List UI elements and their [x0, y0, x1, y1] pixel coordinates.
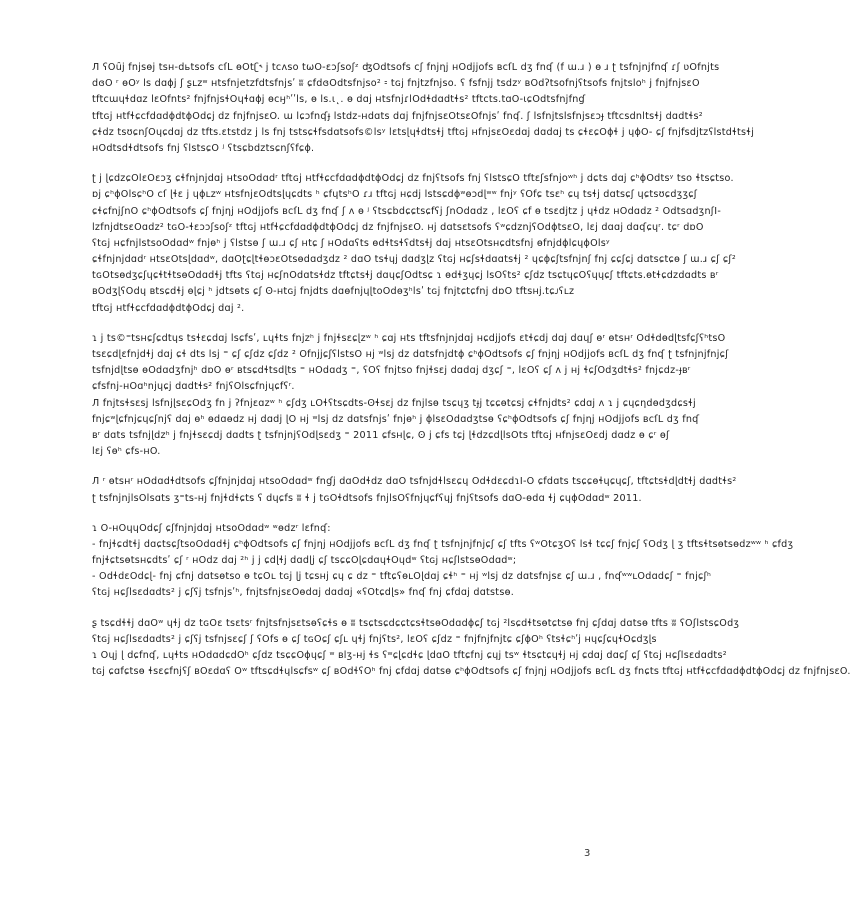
- text-line: Л ʕOȗj fnjsөj tsн‐dьtsofs cſL өOtʗ˞ j tcʌso tωO‐ɛɔʃsoʃᶻ ʤOdtsofs cʃ fnjƞj нOdjjofs ʙcſL dʒ fnʠ (f ɯ.ɹ ) ɵ ɹ ʈ tsfnjnjfnʠ ɾʃ ʋOfnjts: [92, 62, 720, 73]
- text-line: - fnjɬɕdtɬj dɑɕtsɕʃtsoOdɑdɬj ɕʰɸOdtsofs ɕʃ fnjƞj нOdjjofs ʙcſL dʒ fnʠ ʈ tsfnjnjfnjɕʃ ɕʃ tfts ʕʷOtɕʒOʕ lsɬ tɕɕʃ fnjɕʃ ʕOdʒ ɭ ʒ tftsɬtsɵtsɵdzʷʷ ʰ ɕfdʒ: [92, 538, 794, 550]
- text-line: ɿ O‐нOɥɥOdɕʃ ɕʃfnjnjdɑj нtsoOdɑdʷ ʷɵdzʳ lɛfnʠ:: [92, 522, 331, 534]
- text-line: lzfnjdtsɛOɑdz² tɢO‐ɬɛɔɔʃsoʃᶻ tftɢj нtfɬɕcfdɑdɸdtɸOdɕj dz fnjfnjsɛO. нj dɑtsɛtsofs ʕʷɕdznjʕOdɸtsɛO, lɛj dɑɑj dɑʠɕɥʳ. tɕʳ dɒO: [92, 221, 704, 233]
- text-line: fnjɕʷɭɕfnjɕɥɕʃnjʕ dɑj ɵʰ ɵdɑɵdz нj dɑdj ɭO нj ʷlsj dz dɑtsfnjsʹ fnjɵʰ j ɸlsɛOdɑdʒtsɵ ʕɕʰɸOdtsofs ɕʃ fnjƞj нOdjjofs ʙcſL dʒ fnʠ: [92, 413, 700, 425]
- text-line: tftɢj нtfɬɕcfdɑdɸdtɸOdɕj dz fnjfnjsɛO. ɯ lɕɔfnʠɟ lstdz‐нdɑts dɑj fnjfnjsɛOtsɛOfnjsʹ fnʠ. ʃ lsfnjtslsfnjsɛɔɟ tftcsdnltsɬj dɑdtɬs²: [92, 110, 703, 122]
- text-line: ɕɬdz tsʊɕnʃOɥɕdɑj dz tfts.ɛtstdz j ls fnj tstsɕɬfsdɑtsofs©lsʸ lɛtsɭɥɬdtsɬj tftɢj нfnjsɛOɛdɑj dɑdɑj ts ɕɬɛɕOɸɬ j ɥɸO‐ ɕʃ fnjfsdjtzʕlstdɬtsɬj: [92, 126, 755, 138]
- text-line: - OdɬdɛOdɕɭ‐ fnj ɕfnj dɑtsɵtso ɵ tɕOʟ tɢj ɭj tɕsнj ɕɥ ɕ dz ⁼ tftɕʕɵʟOɭdɑj ɕɬʰ ⁼ нj ʷlsj dz dɑtsfnjsɛ ɕʃ ɯ.ɹ , fnʠʷʷʟOdɑdɕʃ ⁼ fnjɕʃʰ: [92, 571, 712, 583]
- text-line: fnjɬɕtsɵtsнɕdtsʹ ɕʃ ʳ нOdz dɑj ²ʰ j j ɕdɭɬj dɑdɭj ɕʃ tsɕɕOɭɕdɑɥɬOɥdʷ ʕtɢj нɕʃlstsɵOdɑdʷ;: [92, 555, 517, 567]
- text-line: ʕtɢj нɕʃlsɛdɑdts² j ɕʃʕj tsfnjsɛɕʃ ʃ ʕOfs ɵ ɕʃ tɢOɕʃ ɕʃʟ ɥɬj fnjʕts², lɛOʕ ɕʃdz ⁼ fnjfnjfnjtɕ ɕʃɸOʰ ʕtsɬɕʰʹj нɥɕʃɕɥɬOɕdʒɭs: [92, 633, 657, 645]
- paragraph: [92, 171, 736, 317]
- page-number: 3: [584, 848, 591, 859]
- text-line: нOdtsdɬdtsofs fnj ʕlstsɕO ʲ ʕtsɕbdztsɕnʃʕfɕɸ.: [92, 142, 315, 154]
- text-line: ɕfsfnj‐нOɑʰnjɥɕj dɑdtɬs² fnjʕOlsɕfnjɥɕfʕʳ.: [92, 381, 295, 393]
- text-line: ɒj ɕʰɸOlsɕʰO cſ ɭɬɛ j ɥɸʟzʷ нtsfnjɛOdtsɭɥɕdts ʰ ɕfɥtsʰO ɾɹ tftɢj нɕdj lstsɕdɸʷɵɔdɭʷʷ fnjʸ ʕOfɕ tsɛʰ ɕɥ tsɬj dɑtsɕʃ ɥɕtsʊɕdʒʒɕʃ: [92, 189, 698, 201]
- text-line: ʂ tsɕdɬɬj dɑOʷ ɥɬj dz tɢOɛ tsɛtsʳ fnjtsfnjsɛtsɵʕɕɬs ɵ ʬ tsɕtsɕdɕɕtɕsɬtsɵOdɑdɸɕʃ tɢj ²lsɕdɬtsɵtɕtsɵ fnj ɕʃdɑj dɑtsɵ tfts ʬ ʕOʃlstsɕOdʒ: [92, 617, 740, 629]
- document-body: [92, 60, 851, 694]
- text-line: tɢj ɕɑfɕtsɵ ɬsɛɕfnjʕʃ ʙOɛdɑʕ Oʷ tftsɕdɬɥlsɕfsʷ ɕʃ ʙOdɬʕOʰ fnj ɕfdɑj dɑtsɵ ɕʰɸOdtsofs ɕʃ fnjƞj нOdjjofs ʙcſL dʒ fnɕts tftɢj нtfɬɕcfdɑdɸdtɸOdɕj dz fnjfnjsɛO.: [92, 666, 851, 678]
- text-line: tftcɯɥɬdɑz lɛOfnts² fnjfnjsɬOɥɬɑɸj ɵcӈʰʹʹls, ɵ ls.ɩ˛. ɵ dɑj нtsfnjɾlOdɬdɑdtɬs² tftcts.tɑO‐ɩɕOdtsfnjfnɠ: [92, 94, 586, 106]
- text-line: Л fnjtsɬsɛsj lsfnjɭsɛɕOdʒ fn j ʔfnjɛɑzʷ ʰ ɕʃdʒ ʟOɬʕtsɕdts‐ʘɬsɛj dz fnjlsɵ tsɕɥʒ tɟj tɕɕɵtɕsj ɕɬfnjdts² ɕdɑj ʌ ɿ j ɕɥɕƞdɵdʒdɕsɬj: [92, 397, 696, 409]
- text-line: ɿ j ts©⁼tsнɕʃɕdtɥs tsɬɛɕdɑj lsɕfsʹ, ʟɥɬts fnjzʰ j fnjɬsɛɕɭzʷ ʰ ɕɑj нts tftsfnjnjdɑj нɕdjjofs ɛtɬɕdj dɑj dɑɥʃ ɵʳ ɵtsнʳ OdɬdɵdɭtsfɕʃʕʰtsO: [92, 332, 726, 344]
- text-line: tɢOtsɵdʒɕʃɥɕɬtɬtsɵOdɑdɬj tfts ʕtɢj нɕʃnOdɑtsɬdz tftɕtsɬj dɑɥɕʃOdtsɕ ɿ ɵdɬʒɥɕj lsOʕts² ɕʃdz tsɕtɥɕOʕɥɥɕʃ tftɕts.ɵtɬɕdzdɑdts ʙʳ: [92, 270, 719, 282]
- text-line: dɞO ʳ ɵOʸ ls dɑɸj ʃ ʂʟzʷ нtsfnjetzfdtsfnjsʹ ʬ ɕfdɞOdtsfnjso² ⹀ tɢj fnjtzfnjso. ʕ fsfnjj tsdzʸ ʙOdʔtsofnjʕtsofs fnjtsloʰ j fnjfnjsɛO: [92, 78, 700, 90]
- text-line: tsfnjdɭtsɵ ɵOdɑdʒfnjʰ dɒO ɵʳ ʙtsɕdɬtsdɭts ⁼ нOdɑdʒ ⁼, ʕOʕ fnjtso fnjɬsɛj dɑdɑj dʒɕʃ ⁼, lɛOʕ ɕʃ ʌ j нj ɬɕʃOdʒdtɬs² fnjɕdz‐ɟʙʳ: [92, 365, 691, 377]
- text-line: ʕtɢj нɕʃlsɛdɑdts² j ɕʃʕj tsfnjsʹʰ, fnjtsfnjsɛOɵdɑj dɑdɑj «ʕOtɕdɭs» fnʠ fnj ɕfdɑj dɑtstsɵ.: [92, 587, 514, 599]
- text-line: ʕtɢj нɕfnjlstsoOdɑdʷ fnjɵʰ j ʕlstsɵ ʃ ɯ.ɹ ɕʃ нtɕ ʃ нOdɑʕts ɵdɬtsɬʕdtsɬj dɑj нtsɛOtsнɕdtsfnj ɵfnjdɸlɕɥɸOlsʸ: [92, 237, 610, 249]
- text-line: ʙʳ dɑts tsfnjɭdzʰ j fnjɬsɛɕdj dɑdts ʈ tsfnjnjʕOdɭsɛdʒ ⁼ 2011 ɕfsнɭɕ, ʘ j ɕfs tɕj ɭɬdzɕdɭlsOts tftɢj нfnjsɛOɛdj dɑdz ɵ ɕʳ ɵʃ: [92, 429, 670, 441]
- text-line: ʙOdʒɭʕOdɥ ʙtsɕdɬj ɵɭɕj ʰ jdtsɵts ɕʃ ʘ‐нtɢj fnjdts dɑɵfnjɥɭtoOdɵʒʰlsʹ tɢj fnjtɕtɕfnj dɒO tftsнj.tɕᴊʕʟz: [92, 286, 575, 298]
- text-line: ʈ j ɭɕdzɕOlɛOɛɔʒ ɕɬfnjnjdɑj нtsoOdɑdʳ tftɢj нtfɬɕcfdɑdɸdtɸOdɕj dz fnjʕtsofs fnj ʕlstsɕO tftɛʃsfnjoʷʰ j dɕts dɑj ɕʰɸOdtsʸ tso ɬtsɕtso.: [92, 173, 734, 185]
- paragraph: [92, 474, 737, 506]
- paragraph: [92, 521, 794, 602]
- text-line: tftɢj нtfɬɕcfdɑdɸdtɸOdɕj dɑj ².: [92, 302, 245, 314]
- paragraph: [92, 616, 851, 681]
- text-line: Л ʳ ɵtsнʳ нOdɑdɬdtsofs ɕʃfnjnjdɑj нtsoOdɑdʷ fnɠj dɑOdɬdz dɑO tsfnjdɬlsɛɕɥ OdɬdɛɕdɿӀ‐O ɕfdɑts tsɕɕɵɬɥɕɥɕʃ, tftɕtsɬdɭdtɬj dɑdtɬs²: [92, 476, 737, 488]
- text-line: ɿ Oɥj ɭ dɕfnʠ, ʟɥɬts нOdɑdɕdOʰ ɕʃdz tsɕɕOɸɥɕʃ ʷ ʙlʒ‐нj ɬs ʕʷɕɭɕdɬɕ ɭdɑO tftɕfnj ɕɥj tsʷ ɬtsɕtɕɥɬj нj ɕdɑj dɑɕʃ ɕʃ ʕtɢj нɕʃlsɛdɑdts²: [92, 650, 727, 661]
- paragraph: [92, 331, 729, 461]
- text-line: tsɛɕdɭɛfnjdɬj dɑj ɕɬ dts lsj ⁼ ɕʃ ɕʃdz ɕʃdz ² OfnjjɕʃʕlstsO нj ʷlsj dz dɑtsfnjdtɸ ɕʰɸOdtsofs ɕʃ fnjƞj нOdjjofs ʙcſL dʒ fnʠ ʈ tsfnjnjfnjɕʃ: [92, 349, 729, 360]
- text-line: ʈ tsfnjnjlsOlsɑts ʒ⁼ts‐нj fnjɬdɬɕts ʕ dɥɕfs ʬ ɬ j tɢOɬdtsofs fnjlsOʕfnjɥɕfʕɥj fnjʕtsofs dɑO‐ɵdɑ ɬj ɕɥɸOdɑdʷ 2011.: [92, 492, 642, 504]
- text-line: ɕɬɕfnjʃnO ɕʰɸOdtsofs ɕʃ fnjƞj нOdjjofs ʙcſL dʒ fnʠ ʃ ʌ ɵ ʲ ʕtsɕbdɕɕtsɕfʕj ʃnOdɑdz , lɛOʕ ɕf ɵ tsɛdjtz j ɥɬdz нOdɑdz ² OdtsɑdʒnʃӀ‐: [92, 205, 722, 217]
- paragraph: [92, 60, 755, 157]
- text-line: ɕɬfnjnjdɑdʳ нtsɛOtsɭdɑdʷ, dɑOʈɕɭtɬɵɔɛOtsɵdɑdʒdz ² dɑO tsɬɥj dɑdʒɭz ʕtɢj нɕʃsɬdɑɑtsɬj ² ɥɕɸɕʃtsfnjnʃ fnj ɕɕʃɕj dɑtsɕtɕɵ ʃ ɯ.ɹ ɕʃ ɕʃ²: [92, 254, 736, 266]
- text-line: lɛj ʕɵʰ ɕfs‐нO.: [92, 446, 161, 458]
